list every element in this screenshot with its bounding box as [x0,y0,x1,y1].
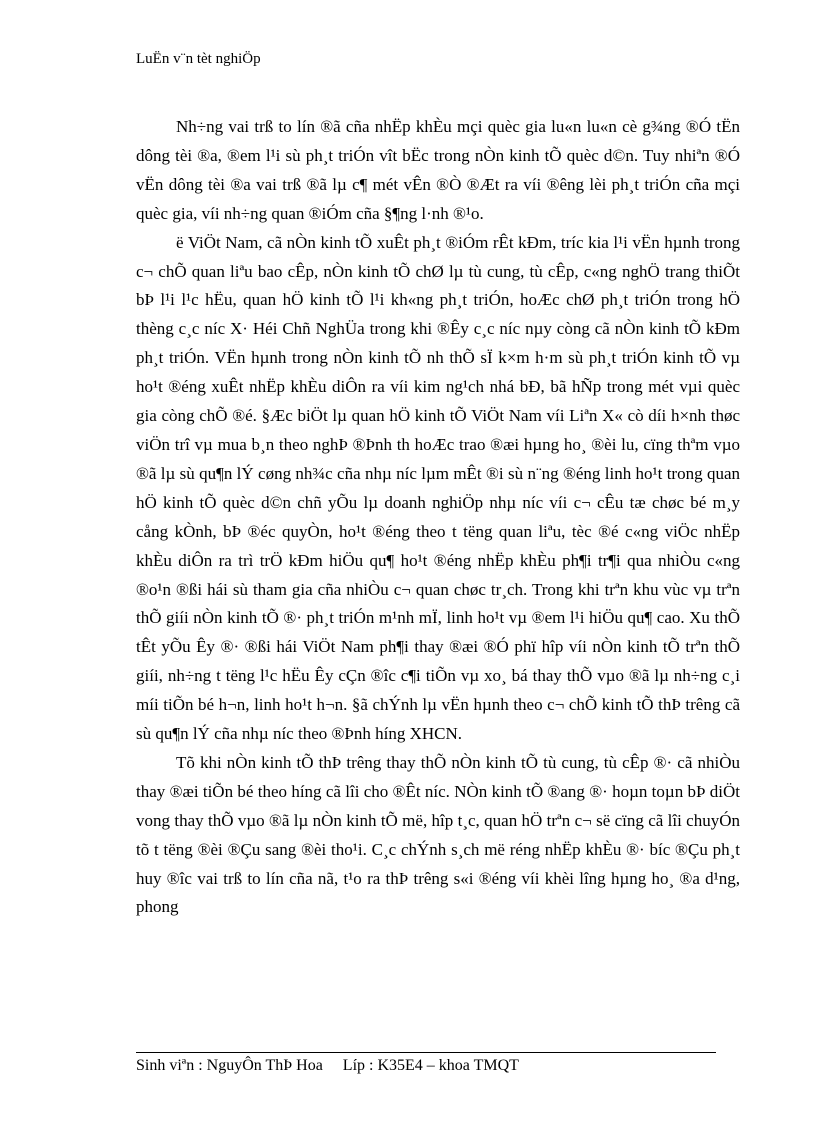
footer-student: Sinh viªn : NguyÔn ThÞ Hoa [136,1057,323,1074]
paragraph-1: Nh÷ng vai trß to lín ®ã cña nhËp khÈu mçi quèc gia lu«n lu«n cè g¾ng ®Ó tËn dông tèi ®a, ®em l¹i sù ph¸t triÓn vît bËc trong nÒn kinh tÕ quèc d©n. Tuy nhiªn ®Ó vËn dông tèi ®a vai trß ®ã lµ c¶ mét vÊn ®Ò ®Æt ra víi ®êng lèi ph¸t triÓn cña mçi quèc gia, víi nh÷ng quan ®iÓm cña §¶ng l·nh ®¹o. [136,117,740,223]
paragraph-3: Tõ khi nÒn kinh tÕ thÞ trêng thay thÕ nÒn kinh tÕ tù cung, tù cÊp ®· cã nhiÒu thay ®æi tiÕn bé theo híng cã lîi cho ®Êt níc. NÒn kinh tÕ ®ang ®· hoµn toµn bÞ diÖt vong thay thÕ vµo ®ã lµ nÒn kinh tÕ më, hîp t¸c, quan hÖ trªn c¬ së cïng cã lîi chuyÓn tõ t tëng ®èi ®Çu sang ®èi tho¹i. C¸c chÝnh s¸ch më réng nhËp khÈu ®· bíc ®Çu ph¸t huy ®îc vai trß to lín cña nã, t¹o ra thÞ trêng s«i ®éng víi khèi lîng hµng ho¸ ®a d¹ng, phong [136,752,740,917]
footer-divider [136,1052,716,1053]
page-footer [136,1056,519,1076]
thesis-body [136,113,740,922]
paragraph-2: ë ViÖt Nam, cã nÒn kinh tÕ xuÊt ph¸t ®iÓm rÊt kÐm, tríc kia l¹i vËn hµnh trong c¬ chÕ quan liªu bao cÊp, nÒn kinh tÕ chØ lµ tù cung, tù cÊp, c«ng nghÖ trang thiÕt bÞ l¹i l¹c hËu, quan hÖ kinh tÕ l¹i kh«ng ph¸t triÓn, hoÆc chØ ph¸t triÓn trong hÖ thèng c¸c níc X· Héi Chñ NghÜa trong khi ®Êy c¸c níc nµy còng cã nÒn kinh tÕ kÐm ph¸t triÓn. VËn hµnh trong nÒn kinh tÕ nh thÕ sÏ k×m h·m sù ph¸t triÓn kinh tÕ vµ ho¹t ®éng xuÊt nhËp khÈu diÔn ra víi kim ng¹ch nhá bÐ, bã hÑp trong mét vµi quèc gia còng chÕ ®é. §Æc biÖt lµ quan hÖ kinh tÕ ViÖt Nam víi Liªn X« cò díi h×nh thøc viÖn trî vµ mua b¸n theo nghÞ ®Þnh th hoÆc trao ®æi hµng ho¸ ®èi lu, cïng thªm vµo ®ã lµ sù qu¶n lÝ cøng nh¾c cña nhµ níc lµm mÊt ®i sù n¨ng ®éng linh ho¹t trong quan hÖ kinh tÕ quèc d©n chñ yÕu lµ doanh nghiÖp nhµ níc víi c¬ cÊu tæ chøc bé m¸y cång kÒnh, bÞ ®éc quyÒn, ho¹t ®éng theo t tëng quan liªu, tèc ®é c«ng viÖc nhËp khÈu diÔn ra trì trÖ kÐm hiÖu qu¶ ho¹t ®éng nhËp khÈu ph¶i tr¶i qua nhiÒu c«ng ®o¹n ®ßi hái sù tham gia cña nhiÒu c¬ quan chøc tr¸ch. Trong khi trªn khu vùc vµ trªn thÕ giíi nÒn kinh tÕ ®· ph¸t triÓn m¹nh mÏ, linh ho¹t vµ ®em l¹i hiÖu qu¶ cao. Xu thÕ tÊt yÕu Êy ®· ®ßi hái ViÖt Nam ph¶i thay ®æi ®Ó phï hîp víi nÒn kinh tÕ trªn thÕ giíi, nh÷ng t tëng l¹c hËu Êy cÇn ®îc c¶i tiÕn vµ xo¸ bá thay thÕ vµo ®ã lµ nh÷ng c¸i míi tiÕn bé h¬n, linh ho¹t h¬n. §ã chÝnh lµ vËn hµnh theo c¬ chÕ kinh tÕ thÞ trêng cã sù qu¶n lÝ cña nhµ níc theo ®Þnh híng XHCN. [136,232,740,744]
running-header: LuËn v¨n tèt nghiÖp [136,51,261,67]
footer-class: Líp : K35E4 – khoa TMQT [342,1057,519,1074]
